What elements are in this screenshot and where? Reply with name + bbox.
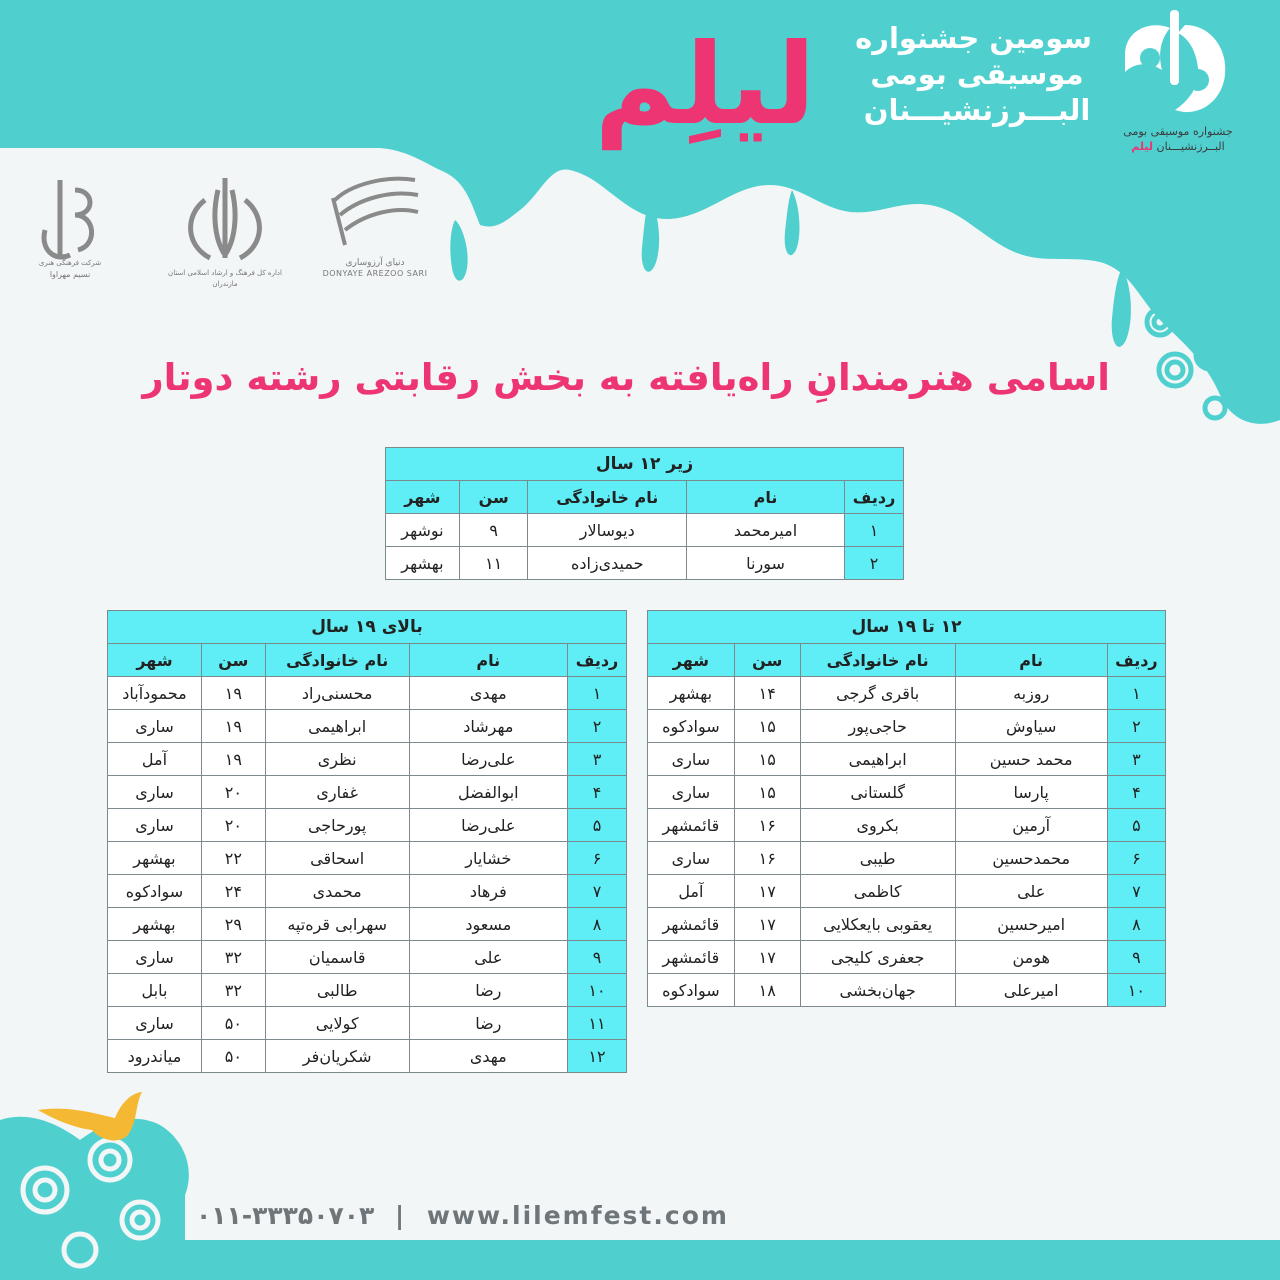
footer-phone: ۰۱۱-۳۳۳۵۰۷۰۳ — [196, 1201, 375, 1230]
column-header-last-name: نام خانوادگی — [528, 481, 687, 514]
cell-row-number: ۳ — [1107, 743, 1165, 776]
table-row — [386, 514, 904, 547]
cell-first-name: علی‌رضا — [409, 743, 567, 776]
column-header-city: شهر — [648, 644, 735, 677]
column-header-row: ردیف — [1107, 644, 1165, 677]
cell-first-name: محمدحسین — [955, 842, 1107, 875]
cell-city: ساری — [648, 776, 735, 809]
cell-last-name: طالبی — [265, 974, 409, 1007]
cell-last-name: حاجی‌پور — [800, 710, 955, 743]
cell-last-name: کاظمی — [800, 875, 955, 908]
cell-last-name: غفاری — [265, 776, 409, 809]
table-title: بالای ۱۹ سال — [108, 611, 627, 644]
cell-last-name: قاسمیان — [265, 941, 409, 974]
festival-title — [855, 20, 1092, 128]
column-header-city: شهر — [386, 481, 460, 514]
cell-first-name: روزبه — [955, 677, 1107, 710]
cell-row-number: ۶ — [568, 842, 627, 875]
festival-title-line-2: موسیقی بومی — [870, 57, 1084, 91]
cell-first-name: پارسا — [955, 776, 1107, 809]
cell-row-number: ۸ — [1107, 908, 1165, 941]
column-header-last-name: نام خانوادگی — [265, 644, 409, 677]
sponsor-mehrava-caption-1: شرکت فرهنگی هنری — [38, 259, 102, 267]
table-row — [108, 776, 627, 809]
table-row — [648, 941, 1166, 974]
cell-city: بهشهر — [108, 908, 202, 941]
cell-first-name: مسعود — [409, 908, 567, 941]
column-header-age: سن — [201, 644, 265, 677]
cell-age: ۵۰ — [201, 1040, 265, 1073]
cell-last-name: کولایی — [265, 1007, 409, 1040]
column-header-row: ردیف — [568, 644, 627, 677]
cell-city: قائمشهر — [648, 908, 735, 941]
cell-row-number: ۷ — [1107, 875, 1165, 908]
column-header-age: سن — [459, 481, 528, 514]
cell-age: ۱۹ — [201, 710, 265, 743]
cell-last-name: محسنی‌راد — [265, 677, 409, 710]
cell-row-number: ۱۰ — [568, 974, 627, 1007]
table-row — [648, 743, 1166, 776]
sponsor-mehrava — [20, 258, 120, 388]
cell-first-name: علی‌رضا — [409, 809, 567, 842]
table-12-to-19 — [647, 610, 1166, 1007]
column-header-age: سن — [734, 644, 800, 677]
cell-first-name: ابوالفضل — [409, 776, 567, 809]
sponsor-mehrava-caption-2: نسیم مهراوا — [49, 270, 91, 279]
cell-city: سوادکوه — [648, 710, 735, 743]
cell-first-name: امیرمحمد — [686, 514, 844, 547]
cell-first-name: مهدی — [409, 677, 567, 710]
brand-caption — [1108, 124, 1248, 154]
table-row — [648, 875, 1166, 908]
column-header-last-name: نام خانوادگی — [800, 644, 955, 677]
cell-last-name: حمیدی‌زاده — [528, 547, 687, 580]
cell-last-name: باقری گرجی — [800, 677, 955, 710]
cell-last-name: شکریان‌فر — [265, 1040, 409, 1073]
cell-row-number: ۹ — [568, 941, 627, 974]
header-drip-4 — [1112, 268, 1131, 347]
cell-first-name: امیرحسین — [955, 908, 1107, 941]
cell-city: آمل — [108, 743, 202, 776]
cell-last-name: پورحاجی — [265, 809, 409, 842]
cell-row-number: ۱۱ — [568, 1007, 627, 1040]
cell-last-name: دیوسالار — [528, 514, 687, 547]
brand-caption-line-2 — [1108, 139, 1248, 154]
cell-row-number: ۶ — [1107, 842, 1165, 875]
column-header-row: ردیف — [845, 481, 904, 514]
cell-first-name: مهدی — [409, 1040, 567, 1073]
cell-last-name: بکروی — [800, 809, 955, 842]
cell-city: ساری — [108, 776, 202, 809]
cell-row-number: ۴ — [1107, 776, 1165, 809]
bottom-band-shape — [185, 1240, 1280, 1280]
table-row — [386, 547, 904, 580]
cell-first-name: سورنا — [686, 547, 844, 580]
cell-last-name: نظری — [265, 743, 409, 776]
cell-city: نوشهر — [386, 514, 460, 547]
cell-last-name: ابراهیمی — [800, 743, 955, 776]
cell-first-name: آرمین — [955, 809, 1107, 842]
cell-first-name: رضا — [409, 974, 567, 1007]
cell-first-name: خشایار — [409, 842, 567, 875]
cell-last-name: یعقوبی بایعکلایی — [800, 908, 955, 941]
cell-first-name: سیاوش — [955, 710, 1107, 743]
footer-separator: | — [394, 1201, 407, 1230]
table-row — [108, 875, 627, 908]
arezoo-logo-icon — [333, 179, 418, 245]
cell-age: ۱۸ — [734, 974, 800, 1007]
sponsor-mehrava-logo-text — [20, 215, 120, 216]
table-row — [648, 776, 1166, 809]
cell-first-name: مهرشاد — [409, 710, 567, 743]
cell-row-number: ۱ — [568, 677, 627, 710]
table-row — [108, 710, 627, 743]
brand-caption-highlight: لیلم — [1131, 140, 1154, 153]
cell-last-name: محمدی — [265, 875, 409, 908]
footer-contact — [196, 1196, 729, 1236]
cell-city: آمل — [648, 875, 735, 908]
cell-age: ۲۴ — [201, 875, 265, 908]
cell-age: ۱۶ — [734, 809, 800, 842]
sponsor-arezoo-caption: دنیای آرزوساری — [345, 258, 405, 268]
festival-name-logo: لیلِم — [594, 20, 816, 150]
table-row — [648, 908, 1166, 941]
table-row — [108, 743, 627, 776]
cell-row-number: ۵ — [568, 809, 627, 842]
cell-first-name: رضا — [409, 1007, 567, 1040]
cell-city: قائمشهر — [648, 941, 735, 974]
table-row — [648, 809, 1166, 842]
cell-first-name: هومن — [955, 941, 1107, 974]
cell-row-number: ۲ — [568, 710, 627, 743]
cell-row-number: ۷ — [568, 875, 627, 908]
cell-row-number: ۳ — [568, 743, 627, 776]
cell-age: ۲۰ — [201, 776, 265, 809]
cell-city: سوادکوه — [108, 875, 202, 908]
cell-row-number: ۴ — [568, 776, 627, 809]
cell-age: ۳۲ — [201, 941, 265, 974]
table-row — [108, 809, 627, 842]
cell-row-number: ۱۲ — [568, 1040, 627, 1073]
table-row — [108, 677, 627, 710]
cell-age: ۵۰ — [201, 1007, 265, 1040]
table-under-12 — [385, 447, 904, 580]
cell-age: ۱۴ — [734, 677, 800, 710]
cell-city: محمودآباد — [108, 677, 202, 710]
cell-age: ۱۶ — [734, 842, 800, 875]
cell-row-number: ۱۰ — [1107, 974, 1165, 1007]
sponsor-arezoo-subcaption: DONYAYE AREZOO SARI — [322, 269, 428, 278]
cell-last-name: جهان‌بخشی — [800, 974, 955, 1007]
cell-first-name: فرهاد — [409, 875, 567, 908]
cell-city: میاندرود — [108, 1040, 202, 1073]
cell-city: بهشهر — [108, 842, 202, 875]
cell-city: ساری — [108, 1007, 202, 1040]
cell-age: ۲۰ — [201, 809, 265, 842]
column-header-first-name: نام — [955, 644, 1107, 677]
cell-row-number: ۹ — [1107, 941, 1165, 974]
table-row — [108, 908, 627, 941]
cell-row-number: ۱ — [845, 514, 904, 547]
cell-last-name: طیبی — [800, 842, 955, 875]
cell-age: ۹ — [459, 514, 528, 547]
header-drip-1 — [450, 220, 467, 281]
table-row — [108, 842, 627, 875]
column-header-city: شهر — [108, 644, 202, 677]
cell-last-name: اسحاقی — [265, 842, 409, 875]
cell-city: ساری — [648, 842, 735, 875]
table-row — [108, 974, 627, 1007]
table-body — [108, 677, 627, 1073]
sponsor-government-caption: اداره کل فرهنگ و ارشاد اسلامی استان مازندران — [168, 269, 282, 288]
table-title: ۱۲ تا ۱۹ سال — [648, 611, 1166, 644]
brand-caption-line-1: جشنواره موسیقی بومی — [1123, 125, 1233, 138]
cell-age: ۱۷ — [734, 941, 800, 974]
cell-age: ۱۷ — [734, 875, 800, 908]
table-body — [648, 677, 1166, 1007]
cell-city: ساری — [108, 710, 202, 743]
cell-last-name: جعفری کلیجی — [800, 941, 955, 974]
table-row — [648, 677, 1166, 710]
cell-first-name: محمد حسین — [955, 743, 1107, 776]
cell-first-name: علی — [409, 941, 567, 974]
table-row — [108, 941, 627, 974]
cell-first-name: علی — [955, 875, 1107, 908]
cell-age: ۱۵ — [734, 776, 800, 809]
table-body — [386, 514, 904, 580]
cell-age: ۱۷ — [734, 908, 800, 941]
cell-row-number: ۲ — [845, 547, 904, 580]
cell-last-name: ابراهیمی — [265, 710, 409, 743]
column-header-first-name: نام — [686, 481, 844, 514]
cell-age: ۱۵ — [734, 743, 800, 776]
table-row — [648, 974, 1166, 1007]
cell-last-name: گلستانی — [800, 776, 955, 809]
cell-city: سوادکوه — [648, 974, 735, 1007]
footer-website-link[interactable]: www.lilemfest.com — [426, 1201, 729, 1230]
cell-city: بهشهر — [648, 677, 735, 710]
festival-title-line-1: سومین جشنواره — [855, 21, 1092, 55]
brand-caption-prefix: البــرزنشیـــنان — [1156, 140, 1225, 153]
iran-emblem-icon — [191, 178, 260, 258]
cell-age: ۱۵ — [734, 710, 800, 743]
cell-last-name: سهرابی قره‌تپه — [265, 908, 409, 941]
cell-row-number: ۵ — [1107, 809, 1165, 842]
header-drip-3 — [785, 190, 800, 255]
cell-first-name: امیرعلی — [955, 974, 1107, 1007]
cell-age: ۲۲ — [201, 842, 265, 875]
cell-row-number: ۱ — [1107, 677, 1165, 710]
cell-age: ۲۹ — [201, 908, 265, 941]
cell-row-number: ۸ — [568, 908, 627, 941]
cell-age: ۱۹ — [201, 743, 265, 776]
table-title: زیر ۱۲ سال — [386, 448, 904, 481]
cell-city: بابل — [108, 974, 202, 1007]
cell-city: قائمشهر — [648, 809, 735, 842]
cell-city: ساری — [108, 941, 202, 974]
table-row — [108, 1040, 627, 1073]
festival-title-line-3: البـــرزنشیـــنان — [863, 93, 1091, 127]
cell-row-number: ۲ — [1107, 710, 1165, 743]
cell-age: ۳۲ — [201, 974, 265, 1007]
cell-city: ساری — [108, 809, 202, 842]
cell-city: ساری — [648, 743, 735, 776]
table-over-19 — [107, 610, 627, 1073]
cell-age: ۱۹ — [201, 677, 265, 710]
cell-age: ۱۱ — [459, 547, 528, 580]
table-row — [108, 1007, 627, 1040]
table-row — [648, 710, 1166, 743]
table-row — [648, 842, 1166, 875]
cell-city: بهشهر — [386, 547, 460, 580]
page-title: اسامی هنرمندانِ راه‌یافته به بخش رقابتی رشته دوتار — [142, 356, 1110, 399]
column-header-first-name: نام — [409, 644, 567, 677]
mehrava-logo-icon — [44, 180, 92, 257]
